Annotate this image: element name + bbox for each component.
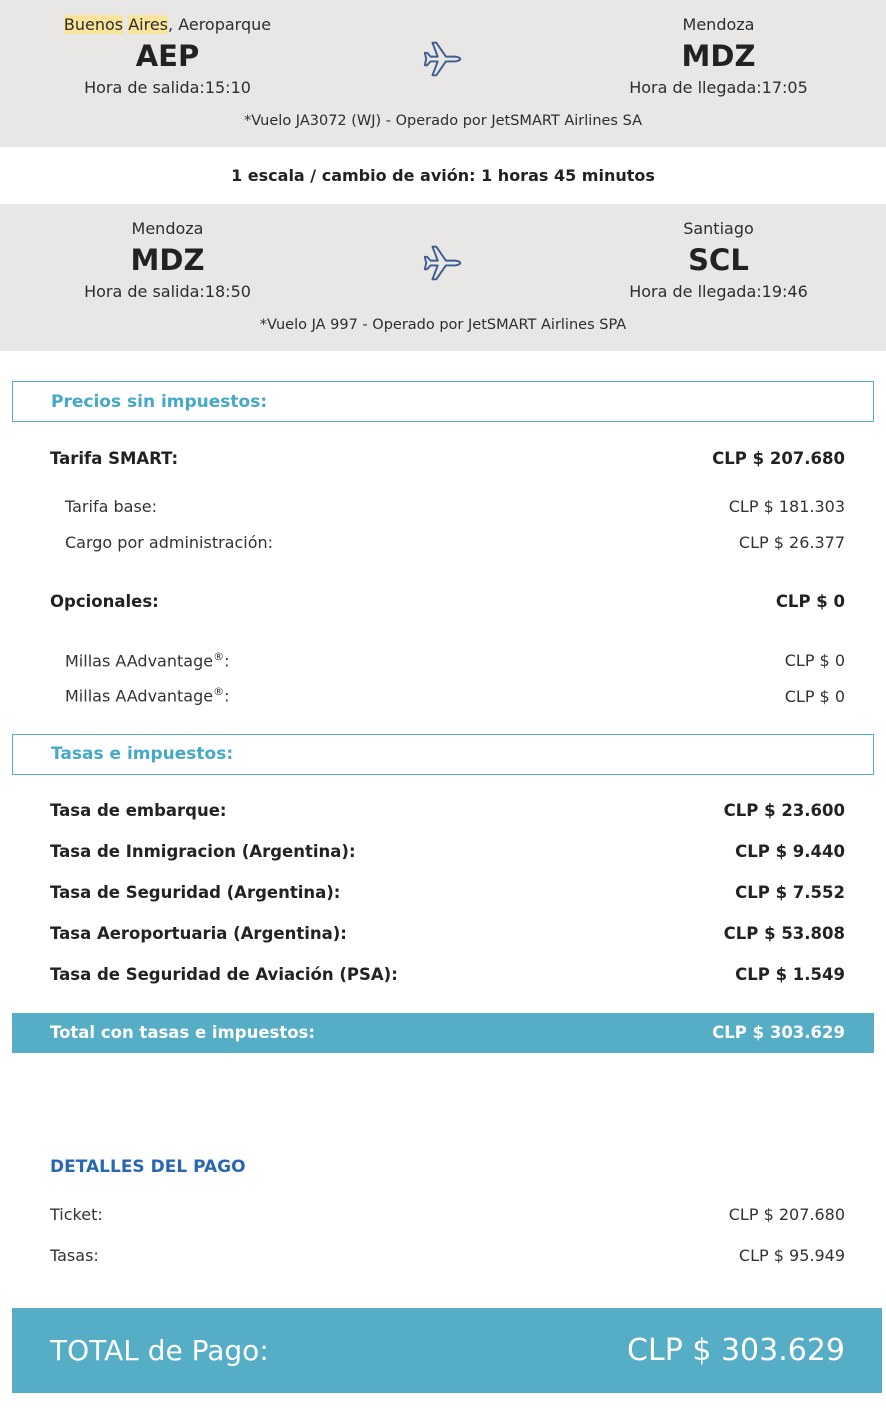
row-label: Tasa Aeroportuaria (Argentina): xyxy=(50,923,347,943)
registered-mark: ® xyxy=(213,685,225,699)
section-header-precios xyxy=(12,381,874,422)
row-label: Tasa de Seguridad (Argentina): xyxy=(50,882,341,902)
row-label: Cargo por administración: xyxy=(65,533,274,552)
row-label: Tarifa SMART: xyxy=(50,449,179,468)
row-value: CLP $ 7.552 xyxy=(735,882,845,902)
tax-rows xyxy=(0,799,886,987)
airplane-icon xyxy=(420,36,466,82)
origin-airport-code: AEP xyxy=(135,39,200,73)
origin-block xyxy=(0,218,335,304)
destination-block xyxy=(551,14,886,100)
route-row xyxy=(0,218,886,304)
section-header-label: Precios sin impuestos: xyxy=(51,391,268,412)
flight-operator-note: *Vuelo JA 997 - Operado por JetSMART Airlines SPA xyxy=(259,317,627,333)
row-value: CLP $ 23.600 xyxy=(723,800,845,820)
price-row-opcionales xyxy=(0,590,886,614)
highlighted-text: Aires xyxy=(128,15,169,34)
departure-time: Hora de salida:15:10 xyxy=(84,78,251,97)
row-value: CLP $ 181.303 xyxy=(728,497,845,516)
arrival-time: Hora de llegada:19:46 xyxy=(629,282,808,301)
tax-row xyxy=(0,881,886,905)
destination-city: Santiago xyxy=(683,219,754,238)
total-with-taxes-bar xyxy=(12,1013,874,1053)
route-row xyxy=(0,14,886,100)
row-label: Tarifa base: xyxy=(65,497,158,516)
total-bar-value: CLP $ 303.629 xyxy=(712,1023,845,1043)
payment-row-tasas xyxy=(0,1244,886,1268)
row-value: CLP $ 0 xyxy=(784,651,845,671)
destination-airport-code: SCL xyxy=(688,243,749,277)
grand-total-bar xyxy=(12,1308,882,1393)
section-header-label: Tasas e impuestos: xyxy=(51,744,234,765)
plane-zone xyxy=(335,14,551,82)
price-row-tarifa-smart xyxy=(0,447,886,471)
row-value: CLP $ 1.549 xyxy=(735,964,845,984)
airplane-icon xyxy=(420,240,466,286)
row-label: Tasa de embarque: xyxy=(50,800,227,820)
row-value: CLP $ 0 xyxy=(784,686,845,706)
row-value: CLP $ 53.808 xyxy=(723,923,845,943)
origin-airport-code: MDZ xyxy=(130,243,205,277)
flight-segment-2 xyxy=(0,204,886,351)
destination-block xyxy=(551,218,886,304)
row-value: CLP $ 26.377 xyxy=(738,533,845,552)
row-label: Millas AAdvantage®: xyxy=(65,650,230,671)
row-value: CLP $ 207.680 xyxy=(712,449,845,468)
stopover-note: 1 escala / cambio de avión: 1 horas 45 minutos xyxy=(231,166,655,185)
origin-city xyxy=(0,14,335,36)
grand-total-value: CLP $ 303.629 xyxy=(627,1332,845,1368)
row-value: CLP $ 0 xyxy=(775,592,845,611)
tax-row xyxy=(0,963,886,987)
plane-zone xyxy=(335,218,551,286)
highlighted-text: Buenos xyxy=(63,15,124,34)
registered-mark: ® xyxy=(213,650,225,663)
price-row-millas-1 xyxy=(0,645,886,673)
row-label: Opcionales: xyxy=(50,592,159,611)
row-value: CLP $ 207.680 xyxy=(728,1204,845,1224)
tax-row xyxy=(0,799,886,823)
tax-row xyxy=(0,922,886,946)
payment-row-ticket xyxy=(0,1203,886,1227)
origin-city: Mendoza xyxy=(131,219,204,238)
arrival-time: Hora de llegada:17:05 xyxy=(629,78,808,97)
origin-block xyxy=(0,14,335,100)
flight-operator-note: *Vuelo JA3072 (WJ) - Operado por JetSMART Airlines SA xyxy=(244,113,642,129)
grand-total-label: TOTAL de Pago: xyxy=(50,1333,269,1367)
section-header-tasas xyxy=(12,734,874,775)
total-bar-label: Total con tasas e impuestos: xyxy=(50,1023,315,1043)
row-label: Millas AAdvantage®: xyxy=(65,685,230,706)
departure-time: Hora de salida:18:50 xyxy=(84,282,251,301)
tax-row xyxy=(0,840,886,864)
flight-segment-1 xyxy=(0,0,886,147)
row-label: Tasa de Inmigracion (Argentina): xyxy=(50,841,356,861)
price-row-cargo-admin xyxy=(0,531,886,555)
row-label: Tasa de Seguridad de Aviación (PSA): xyxy=(50,964,398,984)
row-label: Ticket: xyxy=(50,1204,103,1224)
price-row-millas-2 xyxy=(0,680,886,708)
row-label: Tasas: xyxy=(50,1245,99,1265)
origin-city-rest: , Aeroparque xyxy=(168,15,272,34)
destination-airport-code: MDZ xyxy=(681,39,756,73)
price-row-tarifa-base xyxy=(0,495,886,519)
row-value: CLP $ 9.440 xyxy=(735,841,845,861)
payment-details-header: DETALLES DEL PAGO xyxy=(50,1156,246,1177)
destination-city: Mendoza xyxy=(682,15,755,34)
row-value: CLP $ 95.949 xyxy=(738,1245,845,1265)
